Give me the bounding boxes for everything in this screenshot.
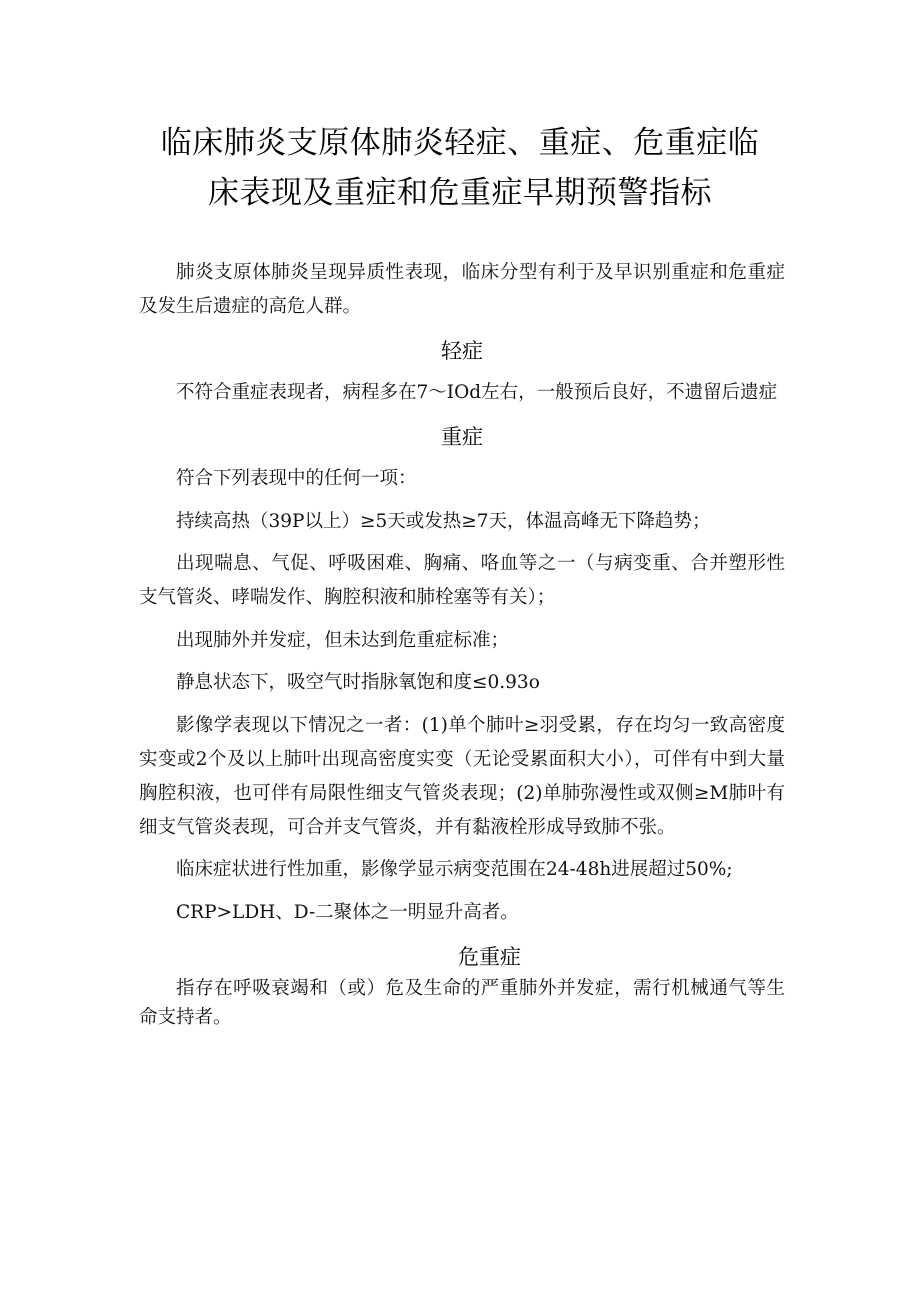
critical-paragraph: 指存在呼吸衰竭和（或）危及生命的严重肺外并发症，需行机械通气等生命支持者。 — [139, 977, 785, 1028]
section-heading-mild: 轻症 — [441, 339, 483, 363]
severe-criterion-oxygen: 静息状态下，吸空气时指脉氧饱和度≤0.93o — [176, 672, 540, 693]
title-line-1: 临床肺炎支原体肺炎轻症、重症、危重症临 — [160, 125, 760, 161]
mild-paragraph: 不符合重症表现者，病程多在7〜IOd左右，一般预后良好，不遗留后遗症 — [176, 382, 778, 403]
section-heading-severe: 重症 — [441, 425, 483, 449]
severe-criterion-lab: CRP>LDH、D-二聚体之一明显升高者。 — [176, 901, 519, 923]
section-heading-critical: 危重症 — [458, 944, 521, 969]
severe-criterion-respiratory: 出现喘息、气促、呼吸困难、胸痛、咯血等之一（与病变重、合并塑形性支气管炎、哮喘发作、胸腔积液和肺栓塞等有关）； — [139, 553, 785, 608]
severe-criterion-fever: 持续高热（39P以上）≥5天或发热≥7天，体温高峰无下降趋势； — [176, 510, 711, 532]
severe-criterion-progression: 临床症状进行性加重，影像学显示病变范围在24-48h进展超过50%; — [176, 859, 733, 880]
document-title — [120, 118, 800, 218]
severe-criterion-extrapulmonary: 出现肺外并发症，但未达到危重症标准； — [176, 629, 510, 651]
document-body — [139, 256, 785, 1032]
severe-criterion-imaging: 影像学表现以下情况之一者：(1)单个肺叶≥羽受累，存在均匀一致高密度实变或2个及以上肺叶出现高密度实变（无论受累面积大小），可伴有中到大量胸腔积液，也可伴有局限性细支气管炎表现；(2)单肺弥漫性或双侧≥M肺叶有细支气管炎表现，可合并支气管炎，并有黏液栓形成导致肺不张。 — [139, 714, 785, 838]
intro-paragraph: 肺炎支原体肺炎呈现异质性表现，临床分型有利于及早识别重症和危重症及发生后遗症的高危人群。 — [139, 262, 785, 317]
severe-criteria-intro: 符合下列表现中的任何一项： — [176, 468, 417, 489]
title-line-2: 床表现及重症和危重症早期预警指标 — [208, 175, 712, 211]
